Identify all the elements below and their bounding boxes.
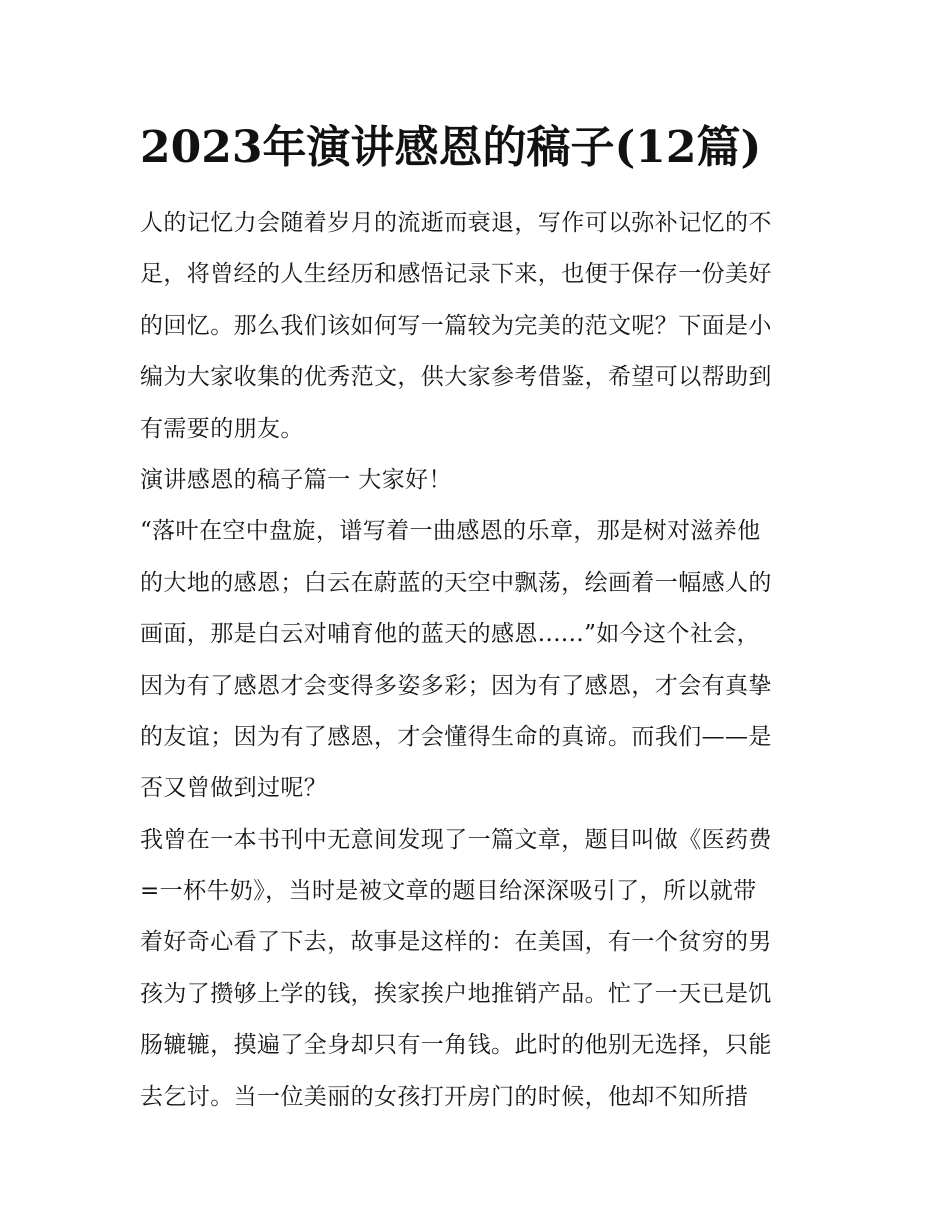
text-line: 的回忆。那么我们该如何写一篇较为完美的范文呢？下面是小 bbox=[140, 312, 772, 339]
text-line: 的大地的感恩；白云在蔚蓝的天空中飘荡，绘画着一幅感人的 bbox=[140, 569, 772, 596]
text-line: 着好奇心看了下去，故事是这样的：在美国，有一个贫穷的男 bbox=[140, 929, 772, 956]
text-line: 肠辘辘，摸遍了全身却只有一角钱。此时的他别无选择，只能 bbox=[140, 1032, 772, 1059]
text-line: =一杯牛奶》，当时是被文章的题目给深深吸引了，所以就带 bbox=[140, 878, 757, 905]
text-line: “落叶在空中盘旋，谱写着一曲感恩的乐章，那是树对滋养他 bbox=[140, 518, 761, 545]
text-line: 画面，那是白云对哺育他的蓝天的感恩......”如今这个社会， bbox=[140, 621, 761, 648]
text-line: 孩为了攒够上学的钱，挨家挨户地推销产品。忙了一天已是饥 bbox=[140, 980, 772, 1007]
text-line: 我曾在一本书刊中无意间发现了一篇文章，题目叫做《医药费 bbox=[140, 826, 772, 853]
text-line: 因为有了感恩才会变得多姿多彩；因为有了感恩，才会有真挚 bbox=[140, 672, 772, 699]
document-body bbox=[140, 198, 820, 1123]
text-line: 足，将曾经的人生经历和感悟记录下来，也便于保存一份美好 bbox=[140, 261, 772, 288]
text-line: 有需要的朋友。 bbox=[140, 415, 304, 442]
text-line: 编为大家收集的优秀范文，供大家参考借鉴，希望可以帮助到 bbox=[140, 364, 772, 391]
text-line: 演讲感恩的稿子篇一 大家好！ bbox=[140, 466, 452, 493]
text-line: 去乞讨。当一位美丽的女孩打开房门的时候，他却不知所措 bbox=[140, 1083, 749, 1110]
document-title: 2023年演讲感恩的稿子(12篇) bbox=[140, 122, 762, 173]
text-line: 否又曾做到过呢？ bbox=[140, 775, 328, 802]
text-line: 人的记忆力会随着岁月的流逝而衰退，写作可以弥补记忆的不 bbox=[140, 210, 772, 236]
text-line: 的友谊；因为有了感恩，才会懂得生命的真谛。而我们——是 bbox=[140, 723, 772, 750]
